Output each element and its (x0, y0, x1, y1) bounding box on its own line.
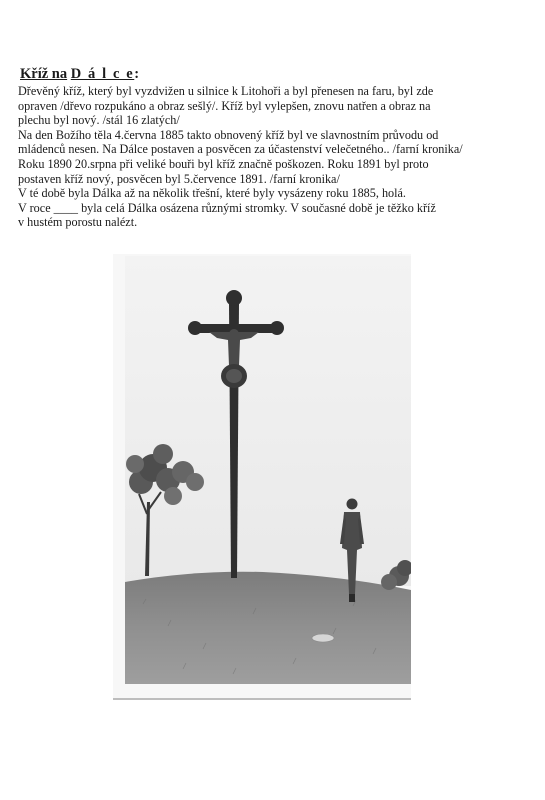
text-line: Na den Božího těla 4.června 1885 takto obnovený kříž byl ve slavnostním průvodu od (18, 127, 439, 142)
body-text (18, 84, 538, 230)
text-line: v hustém porostu nalézt. (18, 215, 138, 230)
sky (125, 256, 411, 586)
title-part-2: D á l c e (70, 66, 135, 82)
title-colon: : (134, 66, 140, 82)
stone (312, 634, 334, 642)
grass-hill (125, 572, 411, 684)
text-line: mládenců nesen. Na Dálce postaven a posvěcen za účastenství velečetného.. /farní kronika/ (18, 142, 463, 157)
document-title (20, 66, 139, 83)
text-line: V roce ____ byla celá Dálka osázena různými stromky. V současné době je těžko kříž (18, 200, 436, 215)
text-line: plechu byl nový. /stál 16 zlatých/ (18, 113, 180, 128)
title-part-1: Kříž na (20, 66, 68, 82)
text-line: opraven /dřevo rozpukáno a obraz sešlý/. Kříž byl vylepšen, znovu natřen a obraz na (18, 98, 431, 113)
text-line: V té době byla Dálka až na několik třešní, které byly vysázeny roku 1885, holá. (18, 186, 406, 201)
text-line: Dřevěný kříž, který byl vyzdvižen u silnice k Litohoři a byl přenesen na faru, byl zde (18, 84, 434, 98)
text-line: Roku 1890 20.srpna při veliké bouři byl kříž značně poškozen. Roku 1891 byl proto (18, 156, 429, 171)
text-line: postaven kříž nový, posvěcen byl 5.července 1891. /farní kronika/ (18, 171, 340, 186)
photo-bottom-edge (113, 698, 411, 700)
photograph (113, 254, 411, 700)
